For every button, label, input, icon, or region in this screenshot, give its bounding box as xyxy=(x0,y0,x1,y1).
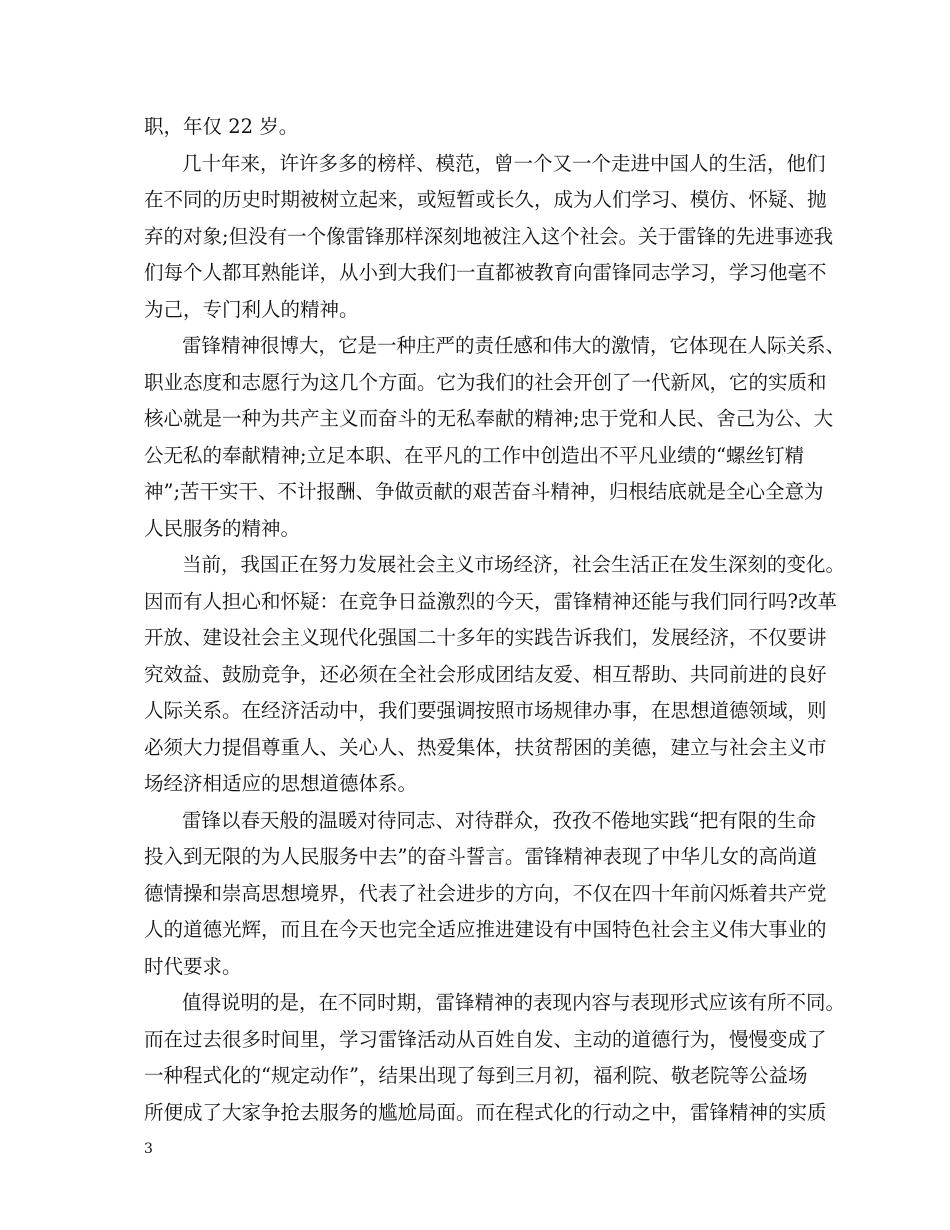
paragraph-first-line: 雷锋以春天般的温暖对待同志、对待群众，孜孜不倦地实践“把有限的生命 xyxy=(182,809,816,832)
text-line: 时代要求。 xyxy=(144,955,242,978)
text-line: 人际关系。在经济活动中，我们要强调按照市场规律办事，在思想道德领域，则 xyxy=(144,699,827,722)
paragraph-first-line: 值得说明的是，在不同时期，雷锋精神的表现内容与表现形式应该有所不同。 xyxy=(182,991,846,1014)
text-line: 德情操和崇高思想境界，代表了社会进步的方向，不仅在四十年前闪烁着共产党 xyxy=(144,882,827,905)
text-line: 开放、建设社会主义现代化强国二十多年的实践告诉我们，发展经济，不仅要讲 xyxy=(144,626,827,649)
text-line: 究效益、鼓励竞争，还必须在全社会形成团结友爱、相互帮助、共同前进的良好 xyxy=(144,663,827,686)
paragraph-first-line: 几十年来，许许多多的榜样、模范，曾一个又一个走进中国人的生活，他们 xyxy=(182,152,826,175)
page-number: 3 xyxy=(144,1141,153,1157)
text-line: 必须大力提倡尊重人、关心人、热爱集体，扶贫帮困的美德，建立与社会主义市 xyxy=(144,736,827,759)
text-line: 在不同的历史时期被树立起来，或短暂或长久，成为人们学习、模仿、怀疑、抛 xyxy=(144,188,827,211)
text-line: 投入到无限的为人民服务中去”的奋斗誓言。雷锋精神表现了中华儿女的高尚道 xyxy=(144,845,817,868)
text-line: 公无私的奉献精神;立足本职、在平凡的工作中创造出不平凡业绩的“螺丝钉精 xyxy=(144,444,805,467)
text-line: 一种程式化的“规定动作”，结果出现了每到三月初，福利院、敬老院等公益场 xyxy=(144,1064,808,1087)
text-line: 所便成了大家争抢去服务的尴尬局面。而在程式化的行动之中，雷锋精神的实质 xyxy=(144,1101,827,1124)
text-line: 神”;苦干实干、不计报酬、争做贡献的艰苦奋斗精神，归根结底就是全心全意为 xyxy=(144,480,824,503)
text-line: 弃的对象;但没有一个像雷锋那样深刻地被注入这个社会。关于雷锋的先进事迹我 xyxy=(144,225,834,248)
text-line: 因而有人担心和怀疑：在竞争日益激烈的今天，雷锋精神还能与我们同行吗?改革 xyxy=(144,590,837,613)
text-line: 职业态度和志愿行为这几个方面。它为我们的社会开创了一代新风，它的实质和 xyxy=(144,371,827,394)
text-line: 职，年仅 22 岁。 xyxy=(144,115,299,138)
text-line: 人民服务的精神。 xyxy=(144,517,301,540)
paragraph-first-line: 当前，我国正在努力发展社会主义市场经济，社会生活正在发生深刻的变化。 xyxy=(182,553,846,576)
text-line: 核心就是一种为共产主义而奋斗的无私奉献的精神;忠于党和人民、舍己为公、大 xyxy=(144,407,834,430)
text-line: 人的道德光辉，而且在今天也完全适应推进建设有中国特色社会主义伟大事业的 xyxy=(144,918,827,941)
text-line: 场经济相适应的思想道德体系。 xyxy=(144,772,418,795)
text-line: 们每个人都耳熟能详，从小到大我们一直都被教育向雷锋同志学习，学习他毫不 xyxy=(144,261,827,284)
paragraph-first-line: 雷锋精神很博大，它是一种庄严的责任感和伟大的激情，它体现在人际关系、 xyxy=(182,334,846,357)
text-line: 为己，专门利人的精神。 xyxy=(144,298,359,321)
text-line: 而在过去很多时间里，学习雷锋活动从百姓自发、主动的道德行为，慢慢变成了 xyxy=(144,1028,827,1051)
